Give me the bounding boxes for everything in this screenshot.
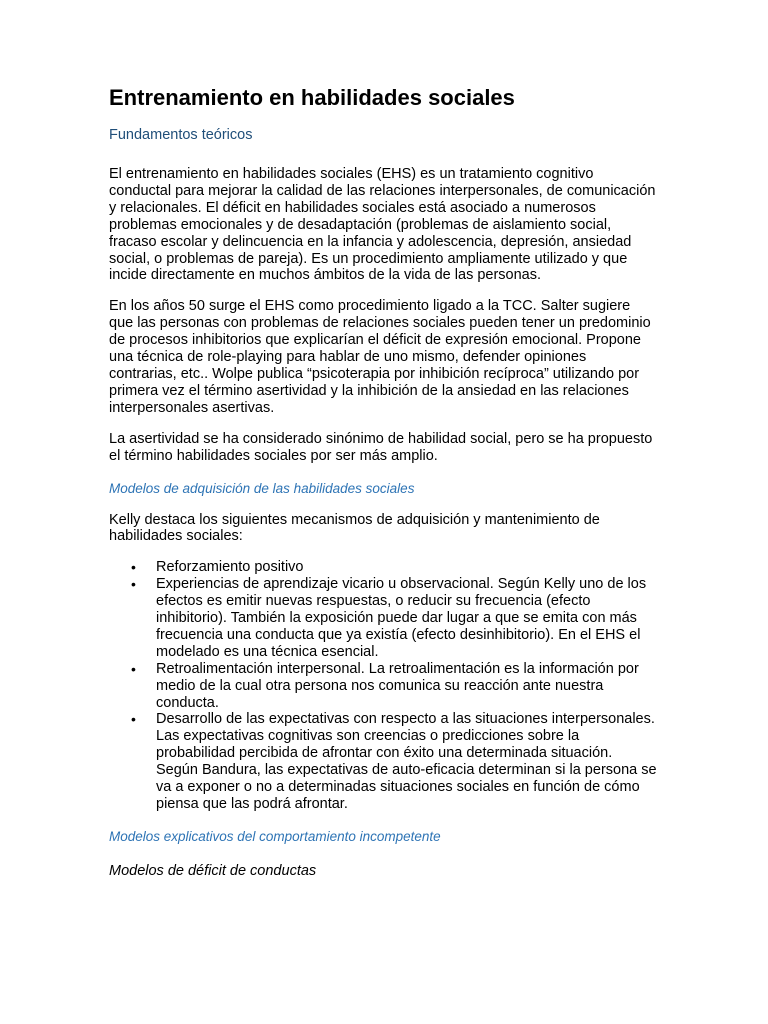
bullet-icon: • xyxy=(131,559,136,576)
paragraph-assertiveness: La asertividad se ha considerado sinónimo de habilidad social, pero se ha propuesto el término habilidades sociales por ser más amplio. xyxy=(109,430,653,464)
list-item-text: Experiencias de aprendizaje vicario u observacional. Según Kelly uno de los efectos es emitir nuevas respuestas, o reducir su frecuencia (efecto inhibitorio). También la exposición puede dar lugar a que se emita con más frecuencia una conducta que ya existía (efecto desinhibitorio). En el EHS el modelado es una técnica esencial. xyxy=(156,576,647,660)
list-item xyxy=(109,576,657,661)
page-title: Entrenamiento en habilidades sociales xyxy=(109,85,515,110)
bullet-icon: • xyxy=(131,576,136,593)
mechanisms-list xyxy=(109,559,657,813)
section-heading-deficit: Modelos de déficit de conductas xyxy=(109,862,317,879)
bullet-icon: • xyxy=(131,660,136,677)
list-item-text: Retroalimentación interpersonal. La retroalimentación es la información por medio de la cual otra persona nos comunica su reacción ante nuestra conducta. xyxy=(156,660,639,711)
list-item-text: Desarrollo de las expectativas con respecto a las situaciones interpersonales. Las expectativas cognitivas son creencias o predicciones sobre la probabilidad percibida de afrontar con éxito una determinada situación. Según Bandura, las expectativas de auto-eficacia determinan si la persona se va a exponer o no a determinadas situaciones sociales en función de cómo piensa que las podrá afrontar. xyxy=(156,711,657,812)
list-item xyxy=(109,711,657,812)
bullet-icon: • xyxy=(131,711,136,728)
document-page xyxy=(109,84,657,880)
list-item xyxy=(109,661,657,712)
list-item-text: Reforzamiento positivo xyxy=(156,559,304,576)
paragraph-kelly-intro: Kelly destaca los siguientes mecanismos de adquisición y mantenimiento de habilidades sociales: xyxy=(109,511,600,545)
paragraph-history: En los años 50 surge el EHS como procedimiento ligado a la TCC. Salter sugiere que las personas con problemas de relaciones sociales pueden tener un predominio de procesos inhibitorios que explicarían el déficit de expresión emocional. Propone una técnica de role-playing para hablar de uno mismo, defender opiniones contrarias, etc.. Wolpe publica “psicoterapia por inhibición recíproca” utilizando por primera vez el término asertividad y la inhibición de la ansiedad en las relaciones interpersonales asertivas. xyxy=(109,298,651,416)
subtitle-fundamentos: Fundamentos teóricos xyxy=(109,127,253,143)
list-item xyxy=(109,559,657,576)
paragraph-intro: El entrenamiento en habilidades sociales (EHS) es un tratamiento cognitivo conductal para mejorar la calidad de las relaciones interpersonales, de comunicación y relacionales. El déficit en habilidades sociales está asociado a numerosos problemas emocionales y de desadaptación (problemas de aislamiento social, fracaso escolar y delincuencia en la infancia y adolescencia, depresión, ansiedad social, o problemas de pareja). Es un procedimiento ampliamente utilizado y que incide directamente en muchos ámbitos de la vida de las personas. xyxy=(109,166,656,284)
section-heading-comportamiento: Modelos explicativos del comportamiento incompetente xyxy=(109,828,441,844)
section-heading-adquisicion: Modelos de adquisición de las habilidades sociales xyxy=(109,480,415,496)
